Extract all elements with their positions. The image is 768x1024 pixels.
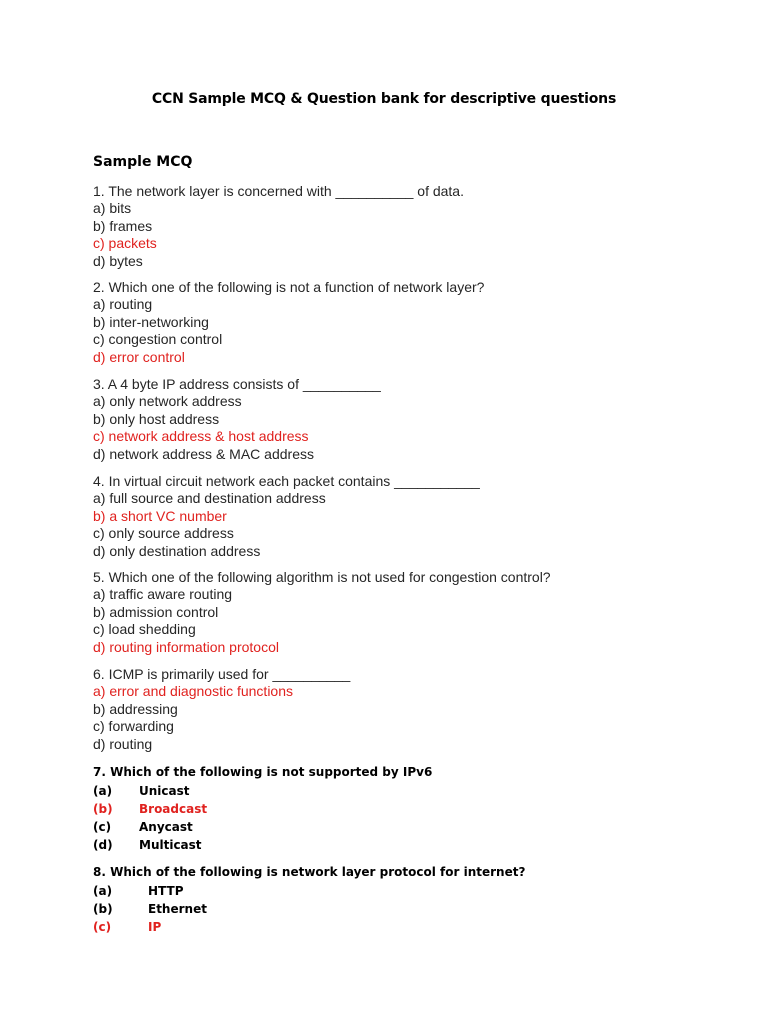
question-7-text: 7. Which of the following is not supported by IPv6 (93, 765, 433, 779)
question-1-option-d: d) bytes (93, 252, 143, 269)
option-text: Broadcast (139, 801, 208, 816)
option-letter: (a) (93, 883, 113, 898)
option-letter: (a) (93, 783, 113, 798)
question-2-text: 2. Which one of the following is not a function of network layer? (93, 279, 485, 295)
question-5-option-d-correct: d) routing information protocol (93, 638, 279, 655)
question-7-option-a (93, 782, 432, 800)
option-letter: (b) (93, 901, 113, 916)
question-2-option-a: a) routing (93, 296, 153, 313)
question-5-option-b: b) admission control (93, 603, 219, 620)
question-2-option-d-correct: d) error control (93, 348, 185, 365)
question-3-option-c-correct: c) network address & host address (93, 428, 309, 445)
question-5-option-a: a) traffic aware routing (93, 586, 233, 603)
question-6 (93, 666, 350, 753)
option-text: Ethernet (148, 901, 207, 916)
question-3-option-d: d) network address & MAC address (93, 445, 314, 462)
question-8-option-b (93, 900, 525, 918)
question-3-option-b: b) only host address (93, 410, 220, 427)
question-2 (93, 279, 484, 366)
question-6-option-c: c) forwarding (93, 718, 174, 735)
question-5 (93, 569, 551, 656)
option-letter: (c) (93, 819, 112, 834)
option-text: Anycast (139, 819, 193, 834)
option-letter: (b) (93, 801, 113, 816)
question-6-option-a-correct: a) error and diagnostic functions (93, 683, 293, 700)
question-7-option-b-correct (93, 800, 432, 818)
question-4-option-c: c) only source address (93, 525, 234, 542)
question-8-text: 8. Which of the following is network layer protocol for internet? (93, 865, 526, 879)
question-6-text: 6. ICMP is primarily used for __________ (93, 666, 351, 682)
question-4-option-a: a) full source and destination address (93, 490, 326, 507)
question-1-option-c-correct: c) packets (93, 235, 157, 252)
question-5-option-c: c) load shedding (93, 621, 196, 638)
question-2-option-b: b) inter-networking (93, 313, 209, 330)
option-text: Unicast (139, 783, 190, 798)
question-7 (93, 764, 432, 854)
question-6-option-b: b) addressing (93, 700, 178, 717)
question-1-option-a: a) bits (93, 200, 132, 217)
question-8-option-c-correct (93, 918, 525, 936)
question-3 (93, 376, 381, 463)
option-text: Multicast (139, 837, 202, 852)
question-7-option-c (93, 818, 432, 836)
question-3-text: 3. A 4 byte IP address consists of __________ (93, 376, 381, 392)
question-1-text: 1. The network layer is concerned with __________ of data. (93, 183, 464, 199)
question-5-text: 5. Which one of the following algorithm is not used for congestion control? (93, 569, 551, 585)
question-2-option-c: c) congestion control (93, 331, 223, 348)
option-text: HTTP (148, 883, 184, 898)
question-6-option-d: d) routing (93, 735, 153, 752)
question-7-option-d (93, 836, 432, 854)
question-4-option-b-correct: b) a short VC number (93, 507, 227, 524)
question-8-option-a (93, 882, 525, 900)
question-4 (93, 473, 480, 560)
option-letter: (d) (93, 837, 113, 852)
option-text: IP (148, 919, 162, 934)
question-8 (93, 864, 525, 936)
question-3-option-a: a) only network address (93, 393, 242, 410)
question-4-option-d: d) only destination address (93, 542, 261, 559)
question-4-text: 4. In virtual circuit network each packet contains ___________ (93, 473, 480, 489)
question-1-option-b: b) frames (93, 217, 153, 234)
option-letter: (c) (93, 919, 112, 934)
section-heading-sample-mcq: Sample MCQ (93, 154, 193, 170)
question-1 (93, 183, 464, 270)
document-title: CCN Sample MCQ & Question bank for descriptive questions (151, 91, 617, 107)
